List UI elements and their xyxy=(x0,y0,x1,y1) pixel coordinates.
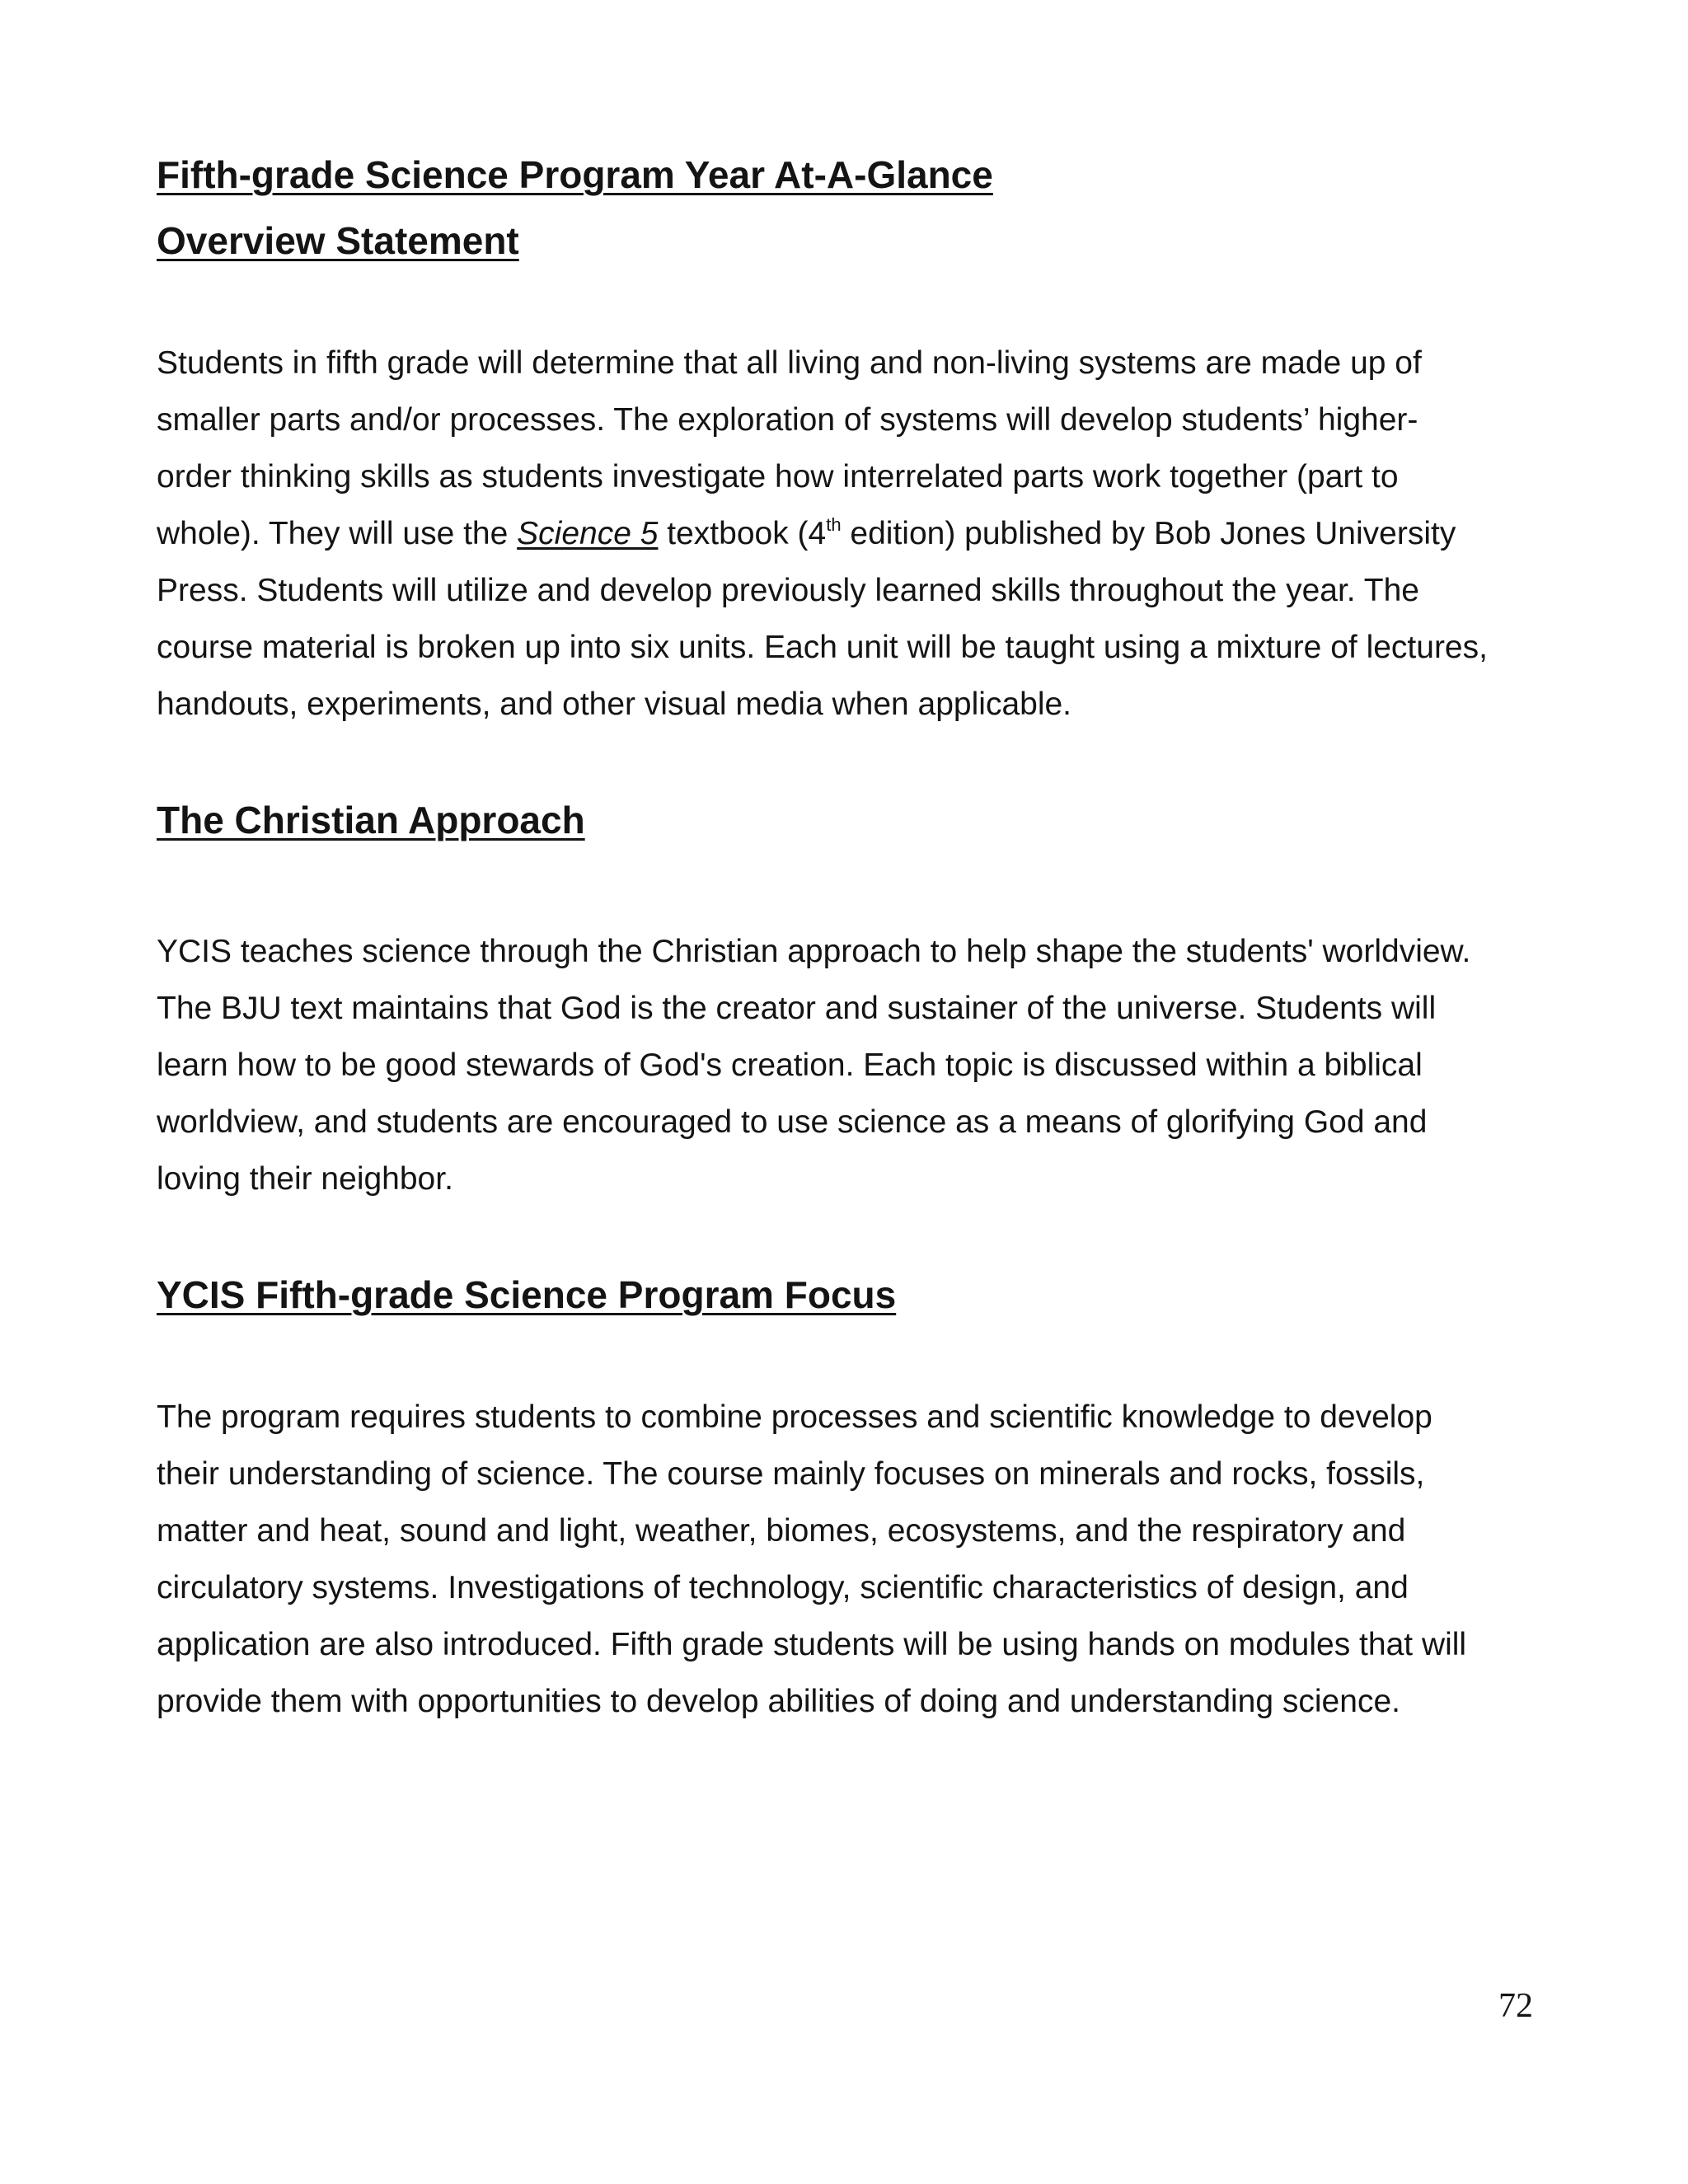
christian-approach-line: worldview, and students are encouraged to use science as a means of glorifying God and xyxy=(157,1104,1428,1140)
overview-line: Students in fifth grade will determine that all living and non-living systems are made up of xyxy=(157,345,1422,381)
overview-line-text: textbook (4 xyxy=(658,516,827,551)
textbook-title: Science 5 xyxy=(517,516,659,551)
overview-line: course material is broken up into six units. Each unit will be taught using a mixture of lectures, xyxy=(157,630,1488,665)
program-focus-line: application are also introduced. Fifth grade students will be using hands on modules that will xyxy=(157,1627,1467,1662)
overview-line: smaller parts and/or processes. The exploration of systems will develop students’ higher- xyxy=(157,402,1418,438)
program-focus-line: circulatory systems. Investigations of technology, scientific characteristics of design, and xyxy=(157,1570,1409,1605)
edition-superscript: th xyxy=(826,514,842,535)
page-number: 72 xyxy=(1498,1987,1533,2025)
overview-line-textbook xyxy=(157,505,1558,562)
overview-line-text: edition) published by Bob Jones University xyxy=(841,516,1456,551)
program-focus-heading: YCIS Fifth-grade Science Program Focus xyxy=(157,1273,897,1316)
christian-approach-paragraph xyxy=(157,923,1558,1207)
overview-line-text: whole). They will use the xyxy=(157,516,518,551)
program-focus-line: matter and heat, sound and light, weather, biomes, ecosystems, and the respiratory and xyxy=(157,1513,1406,1549)
christian-approach-heading: The Christian Approach xyxy=(157,799,585,841)
overview-heading: Overview Statement xyxy=(157,219,519,262)
document-title: Fifth-grade Science Program Year At-A-Glance xyxy=(157,153,993,196)
program-focus-paragraph xyxy=(157,1389,1558,1730)
overview-line: Press. Students will utilize and develop previously learned skills throughout the year. The xyxy=(157,573,1419,608)
overview-line: order thinking skills as students investigate how interrelated parts work together (part to xyxy=(157,459,1399,494)
christian-approach-line: loving their neighbor. xyxy=(157,1161,453,1197)
overview-paragraph xyxy=(157,335,1558,733)
christian-approach-line: learn how to be good stewards of God's creation. Each topic is discussed within a biblical xyxy=(157,1047,1423,1083)
overview-line: handouts, experiments, and other visual media when applicable. xyxy=(157,687,1072,722)
program-focus-line: provide them with opportunities to develop abilities of doing and understanding science. xyxy=(157,1684,1400,1719)
program-focus-line: their understanding of science. The course mainly focuses on minerals and rocks, fossils, xyxy=(157,1456,1425,1492)
christian-approach-line: YCIS teaches science through the Christian approach to help shape the students' worldview. xyxy=(157,934,1471,969)
program-focus-line: The program requires students to combine processes and scientific knowledge to develop xyxy=(157,1399,1432,1435)
christian-approach-line: The BJU text maintains that God is the creator and sustainer of the universe. Students will xyxy=(157,991,1437,1026)
